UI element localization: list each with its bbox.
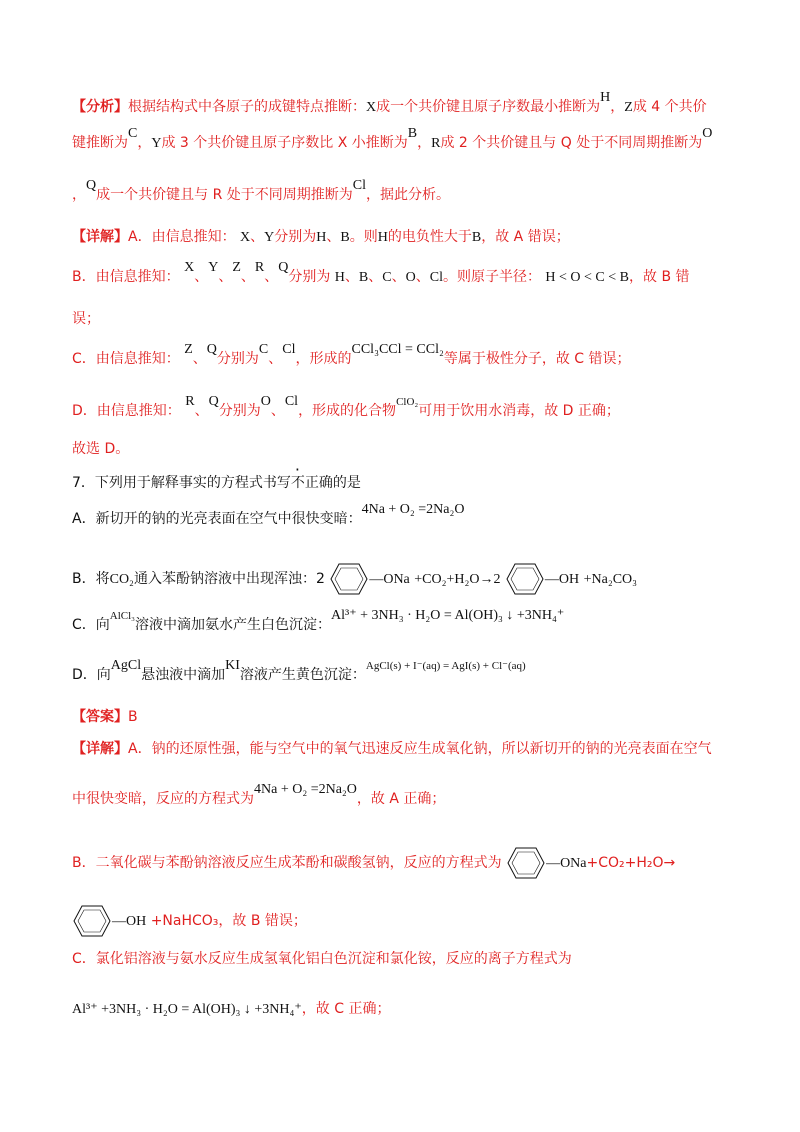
answer-line [72,708,138,726]
analysis-line-2: 键推断为C，Y成 3 个共价键且原子序数比 X 小推断为B，R成 2 个共价键且与 Q 处于不同周期推断为O [72,126,713,151]
q7-option-d: D．向AgCl悬浊液中滴加KI溶液产生黄色沉淀：$^{AgCl(s) + I^-(aq) = AgI(s) + Cl^-(aq)}$ [72,658,526,683]
q7-stem: 7．下列用于解释事实的方程式书写不正确的是 [72,475,361,491]
benzene-ring-icon [505,562,545,596]
detail2-a: 【详解】A．钠的还原性强，能与空气中的氧气迅速反应生成氧化钠，所以新切开的钠的光亮表面在空气 [72,741,712,757]
detail2-c-cont: Al³⁺ +3NH₃ · H₂O = Al(OH)₃ ↓ +3NH₄⁺，故 C 正确； [72,1001,391,1017]
c-formula: CCl₃CCl = CCl₂ [351,342,444,357]
detail1-tag: 【详解】 [72,229,128,245]
radius-formula: H < O < C < B [545,270,630,285]
benzene-ring-icon [329,562,369,596]
emphasis-not-correct: 不正确 [290,475,333,491]
detail2-c: C．氯化铝溶液与氨水反应生成氢氧化铝白色沉淀和氯化铵，反应的离子方程式为 [72,951,572,967]
benzene-ring-icon [506,846,546,880]
q7-option-b: B．将CO₂通入苯酚钠溶液中出现浑浊：2 —ONa +CO₂+H₂O→2 —OH +Na₂CO₃ [72,562,637,596]
answer-tag: 【答案】 [72,709,128,725]
detail2-tag: 【详解】 [72,741,128,757]
detail2-c-formula: Al³⁺ +3NH₃ · H₂O = Al(OH)₃ ↓ +3NH₄⁺ [72,1002,302,1017]
q7-option-c: C．向$^{AlCl_3}$溶液中滴加氨水产生白色沉淀：Al³⁺ + 3NH₃ · H₂O = Al(OH)₃ ↓ +3NH₄⁺ [72,608,565,633]
detail1-a: 【详解】A．由信息推知： X、Y分别为H、B。则H的电负性大于B，故 A 错误； [72,229,570,245]
agi-formula: AgCl(s) + I⁻(aq) = AgI(s) + Cl⁻(aq) [365,660,526,672]
benzene-ring-icon [72,904,112,938]
detail2-b-cont: —OH +NaHCO₃，故 B 错误； [72,904,307,938]
analysis-line-1: 【分析】根据结构式中各原子的成键特点推断：X成一个共价键且原子序数最小推断为H，Z成 4 个共价 [72,90,707,115]
detail1-d: D．由信息推知： R、Q分别为O、Cl，形成的化合物$^{ClO_2}$可用于饮用水消毒，故 D 正确； [72,394,620,419]
q7-option-a: A．新切开的钠的光亮表面在空气中很快变暗：4Na + O₂ =2Na₂O [72,502,465,527]
detail2-a-cont: 中很快变暗，反应的方程式为4Na + O₂ =2Na₂O，故 A 正确； [72,782,446,807]
detail1-choice: 故选 D。 [72,441,130,457]
d-formula: ClO₂ [396,396,419,408]
detail2-b: B．二氧化碳与苯酚钠溶液反应生成苯酚和碳酸氢钠，反应的方程式为 —ONa+CO₂+H₂O→ [72,846,675,880]
al-hydroxide-formula: Al³⁺ + 3NH₃ · H₂O = Al(OH)₃ ↓ +3NH₄⁺ [331,608,565,623]
analysis-line-3: ，Q成一个共价键且与 R 处于不同周期推断为Cl，据此分析。 [72,178,450,203]
detail1-c: C．由信息推知： Z、Q分别为C、Cl，形成的CCl₃CCl = CCl₂等属于极性分子，故 C 错误； [72,342,631,367]
analysis-tag: 【分析】 [72,99,128,115]
answer-value: B [128,709,138,725]
detail1-b-cont: 误； [72,311,100,327]
detail1-b: B．由信息推知： X、Y、Z、R、Q分别为 H、B、C、O、Cl。则原子半径： H < O < C < B，故 B 错 [72,260,690,285]
na-oxide-formula: 4Na + O₂ =2Na₂O [361,502,465,517]
